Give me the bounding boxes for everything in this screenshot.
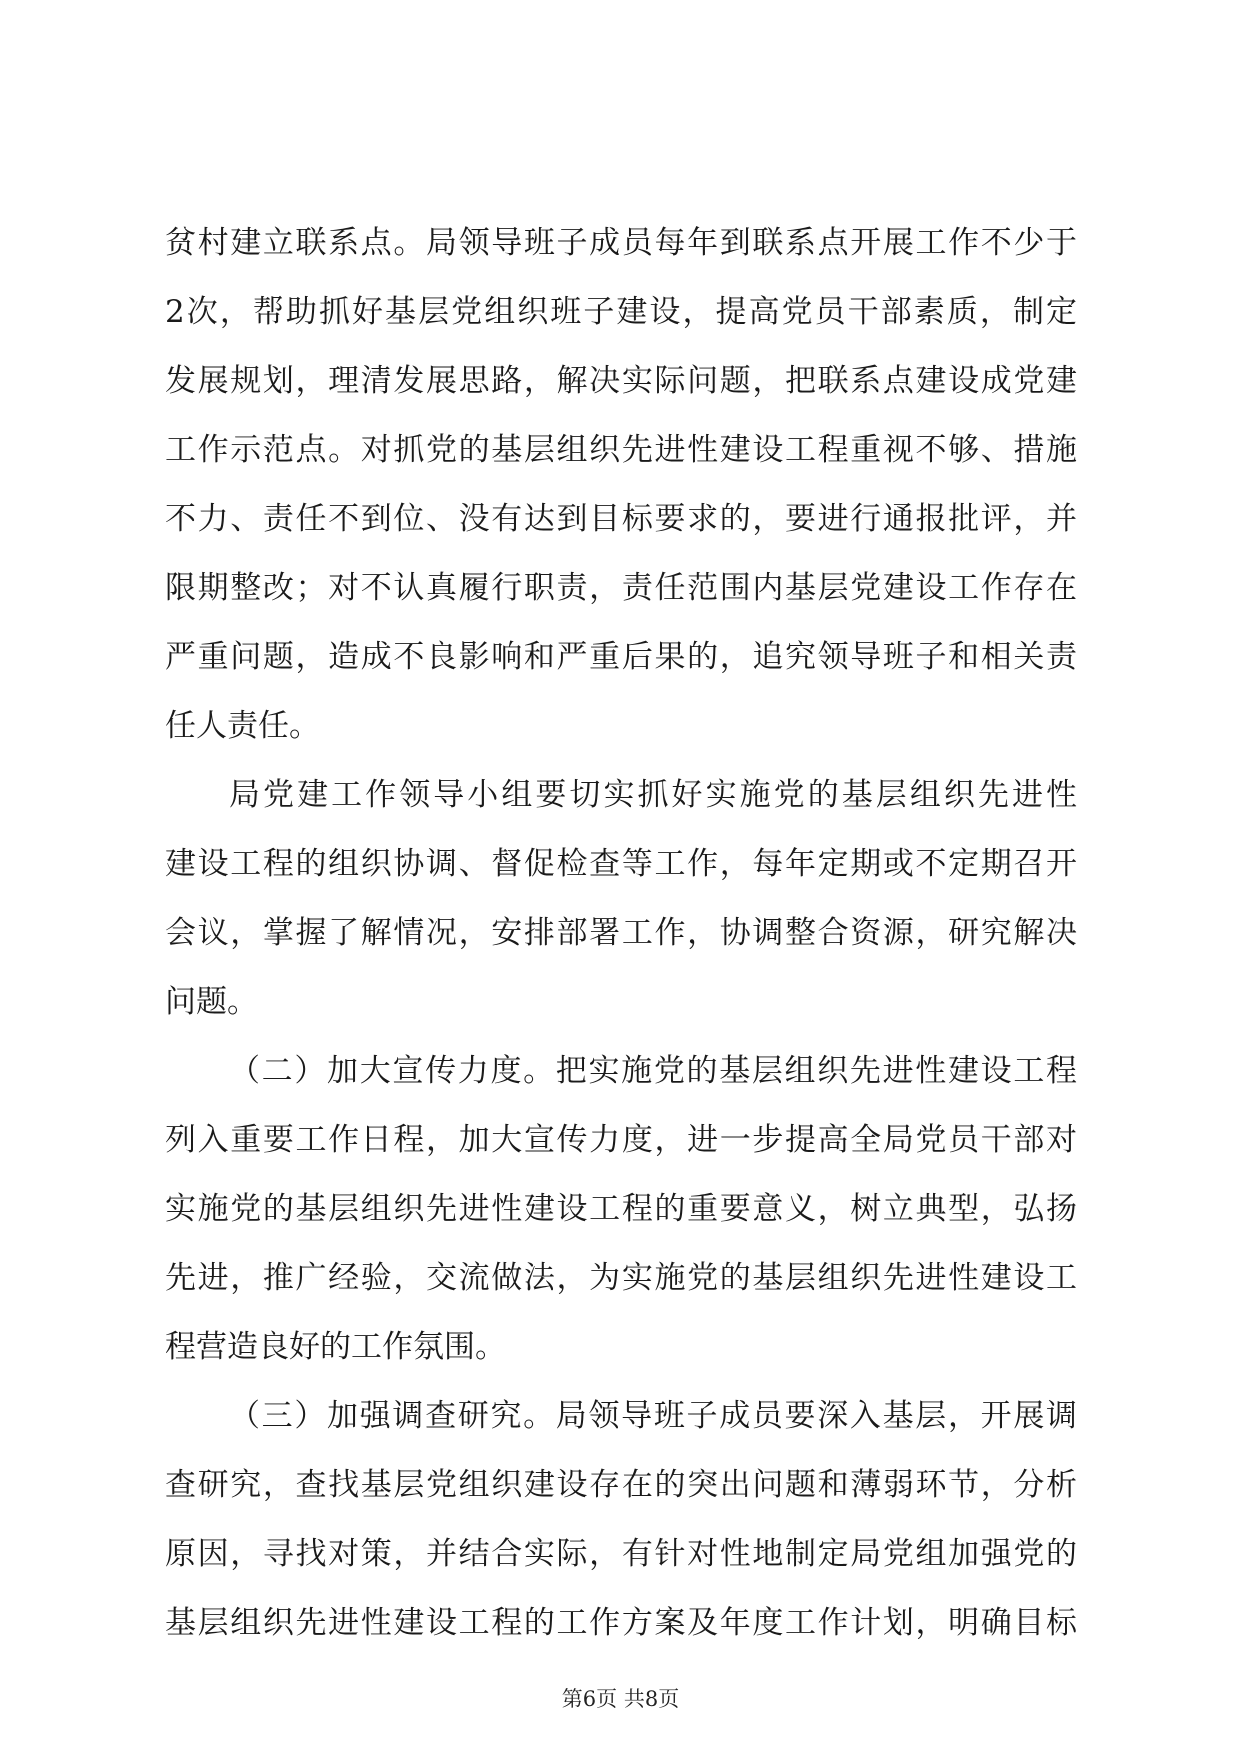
text-line: 程营造良好的工作氛围。 bbox=[165, 1329, 506, 1365]
text-line: 基层组织先进性建设工程的工作方案及年度工作计划，明确目标 bbox=[165, 1605, 1077, 1641]
text-line: 原因，寻找对策，并结合实际，有针对性地制定局党组加强党的 bbox=[165, 1536, 1077, 1572]
text-line: 2次，帮助抓好基层党组织班子建设，提高党员干部素质，制定 bbox=[165, 294, 1077, 330]
text-line: 不力、责任不到位、没有达到目标要求的，要进行通报批评，并 bbox=[165, 501, 1077, 537]
text-line: 会议，掌握了解情况，安排部署工作，协调整合资源，研究解决 bbox=[165, 915, 1077, 951]
text-line: 任人责任。 bbox=[165, 708, 320, 744]
text-line: 问题。 bbox=[165, 984, 258, 1020]
text-line: 先进，推广经验，交流做法，为实施党的基层组织先进性建设工 bbox=[165, 1260, 1077, 1296]
text-line: 建设工程的组织协调、督促检查等工作，每年定期或不定期召开 bbox=[165, 846, 1077, 882]
text-line: 局党建工作领导小组要切实抓好实施党的基层组织先进性 bbox=[229, 777, 1077, 813]
text-line: （三）加强调查研究。局领导班子成员要深入基层，开展调 bbox=[229, 1398, 1077, 1434]
text-line: 限期整改；对不认真履行职责，责任范围内基层党建设工作存在 bbox=[165, 570, 1077, 606]
text-line: 查研究，查找基层党组织建设存在的突出问题和薄弱环节，分析 bbox=[165, 1467, 1077, 1503]
page-number-footer: 第6页 共8页 bbox=[561, 1687, 680, 1711]
text-line: 工作示范点。对抓党的基层组织先进性建设工程重视不够、措施 bbox=[165, 432, 1077, 468]
text-line: 实施党的基层组织先进性建设工程的重要意义，树立典型，弘扬 bbox=[165, 1191, 1077, 1227]
text-line: （二）加大宣传力度。把实施党的基层组织先进性建设工程 bbox=[229, 1053, 1077, 1089]
text-line: 发展规划，理清发展思路，解决实际问题，把联系点建设成党建 bbox=[165, 363, 1077, 399]
text-line: 严重问题，造成不良影响和严重后果的，追究领导班子和相关责 bbox=[165, 639, 1077, 675]
text-line: 列入重要工作日程，加大宣传力度，进一步提高全局党员干部对 bbox=[165, 1122, 1077, 1158]
text-line: 贫村建立联系点。局领导班子成员每年到联系点开展工作不少于 bbox=[165, 225, 1077, 261]
